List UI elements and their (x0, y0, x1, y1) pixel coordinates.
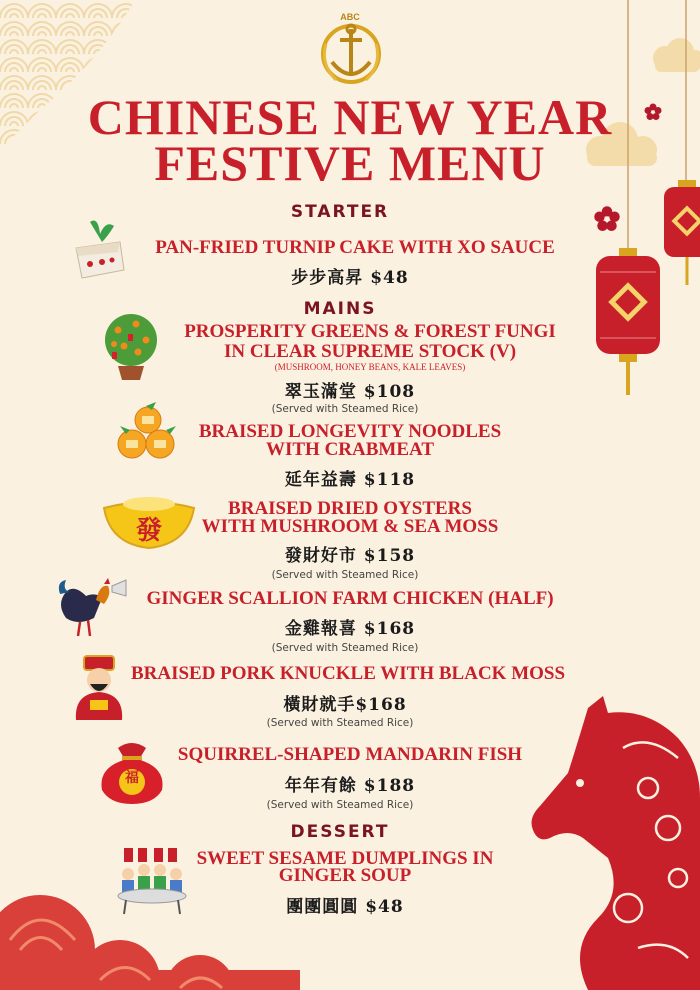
rooster-icon (56, 574, 132, 638)
gold-ingot-character: 發 (135, 516, 162, 546)
dish-note-prosperity-greens: (Served with Steamed Rice) (271, 403, 419, 415)
section-heading-dessert: DESSERT (290, 822, 390, 842)
dish-price-longevity-noodles: 延年益壽 $118 (284, 470, 416, 490)
dish-name-dried-oysters-line-2: WITH MUSHROOM & SEA MOSS (201, 516, 499, 537)
dish-name-sesame-dumplings-line-1: SWEET SESAME DUMPLINGS IN (196, 848, 494, 869)
dish-price-sesame-dumplings: 團團圓圓 $48 (286, 897, 404, 917)
dish-name-mandarin-fish: SQUIRREL-SHAPED MANDARIN FISH (177, 744, 523, 765)
dish-note-mandarin-fish: (Served with Steamed Rice) (266, 799, 414, 811)
dish-price-turnip-cake: 步步高昇 $48 (291, 268, 409, 288)
dish-note-farm-chicken: (Served with Steamed Rice) (271, 642, 419, 654)
dish-name-dried-oysters-line-1: BRAISED DRIED OYSTERS (228, 498, 472, 519)
dish-name-longevity-noodles-line-1: BRAISED LONGEVITY NOODLES (198, 421, 502, 442)
dish-name-longevity-noodles-line-2: WITH CRABMEAT (265, 439, 435, 460)
dish-name-turnip-cake: PAN-FRIED TURNIP CAKE WITH XO SAUCE (155, 237, 555, 258)
logo-text: ABC (340, 12, 360, 22)
page-title-line-2: FESTIVE MENU (154, 135, 546, 191)
lucky-bag-character: 福 (125, 770, 139, 786)
dish-note-dried-oysters: (Served with Steamed Rice) (271, 569, 419, 581)
dish-price-dried-oysters: 發財好市 $158 (284, 546, 416, 566)
dish-name-prosperity-greens-line-1: PROSPERITY GREENS & FOREST FUNGI (184, 321, 556, 342)
section-heading-starter: STARTER (290, 202, 390, 222)
dish-price-pork-knuckle: 橫財就手$168 (283, 695, 407, 715)
dish-price-farm-chicken: 金雞報喜 $168 (284, 619, 416, 639)
dish-name-pork-knuckle: BRAISED PORK KNUCKLE WITH BLACK MOSS (130, 663, 566, 684)
dish-price-prosperity-greens: 翠玉滿堂 $108 (284, 382, 416, 402)
dish-name-prosperity-greens-line-2: IN CLEAR SUPREME STOCK (V) (223, 341, 517, 362)
red-lantern-icon (592, 0, 664, 400)
dish-description-prosperity-greens: (MUSHROOM, HONEY BEANS, KALE LEAVES) (274, 362, 466, 372)
dish-name-sesame-dumplings-line-2: GINGER SOUP (278, 865, 412, 886)
dish-price-mandarin-fish: 年年有餘 $188 (284, 776, 416, 796)
section-heading-mains: MAINS (303, 299, 377, 319)
dish-note-pork-knuckle: (Served with Steamed Rice) (266, 717, 414, 729)
gold-anchor-dragon-logo-icon (318, 14, 384, 88)
page-title-line-1: CHINESE NEW YEAR (87, 89, 613, 145)
dish-name-farm-chicken: GINGER SCALLION FARM CHICKEN (HALF) (146, 588, 554, 609)
